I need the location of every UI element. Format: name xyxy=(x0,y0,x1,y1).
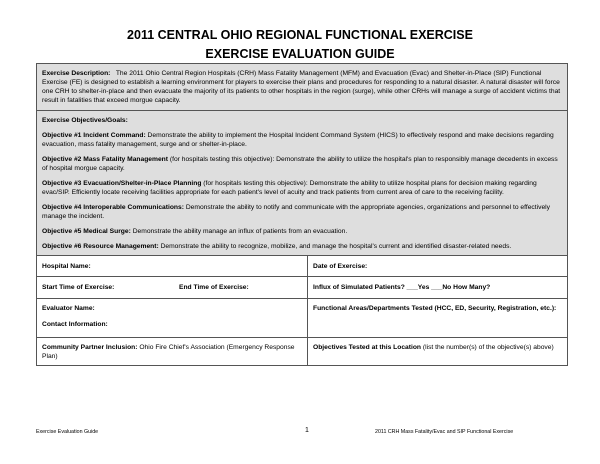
community-partner-text: Ohio Fire Chief's Association (Emergency Response Plan) xyxy=(42,344,295,360)
footer-right: 2011 CRH Mass Fatality/Evac and SIP Functional Exercise xyxy=(375,429,514,435)
objectives-list xyxy=(42,131,562,251)
objective-label: Objective #4 Interoperable Communications: xyxy=(42,204,184,211)
footer-left: Exercise Evaluation Guide xyxy=(36,429,99,435)
objective-label: Objective #3 Evacuation/Shelter-in-Place Planning xyxy=(42,180,202,187)
evaluator-name-label: Evaluator Name: xyxy=(42,305,95,312)
objective-label: Objective #1 Incident Command: xyxy=(42,132,146,139)
functional-areas-field[interactable] xyxy=(308,299,567,337)
objective-text: Demonstrate the ability to recognize, mobilize, and manage the hospital's current and identified disaster-related needs. xyxy=(160,243,512,250)
objective-text: Demonstrate the ability to notify and communicate with the appropriate agencies, organizations and personnel to effectively manage the incident. xyxy=(42,204,551,220)
document-subtitle: EXERCISE EVALUATION GUIDE xyxy=(205,47,395,61)
objectives-tested-label: Objectives Tested at this Location xyxy=(313,344,422,351)
objective-item xyxy=(42,155,562,173)
objectives-section xyxy=(37,110,567,255)
objectives-heading: Exercise Objectives/Goals: xyxy=(42,117,128,124)
objectives-tested-field[interactable] xyxy=(308,338,567,365)
hospital-name-label: Hospital Name: xyxy=(42,263,91,270)
document-title: 2011 CENTRAL OHIO REGIONAL FUNCTIONAL EXERCISE xyxy=(127,28,473,42)
objective-label: Objective #5 Medical Surge: xyxy=(42,228,131,235)
page-number: 1 xyxy=(305,427,309,434)
end-time-label: End Time of Exercise: xyxy=(179,284,249,291)
objective-item xyxy=(42,131,562,149)
objective-qualifier: (for hospitals testing this objective): xyxy=(169,156,275,163)
exercise-times-field[interactable] xyxy=(37,277,308,298)
form-row-times xyxy=(37,276,567,298)
date-of-exercise-label: Date of Exercise: xyxy=(313,263,368,270)
influx-field[interactable] xyxy=(308,277,567,298)
objective-item xyxy=(42,203,562,221)
community-partner-label: Community Partner Inclusion: xyxy=(42,344,138,351)
functional-areas-label: Functional Areas/Departments Tested (HCC, ED, Security, Registration, etc.): xyxy=(313,305,557,312)
evaluation-form xyxy=(36,63,568,366)
objective-text: Demonstrate the ability manage an influx of patients from an evacuation. xyxy=(132,228,348,235)
evaluator-field[interactable] xyxy=(37,299,308,337)
description-label: Exercise Description: xyxy=(42,70,111,77)
date-of-exercise-field[interactable] xyxy=(308,256,567,276)
objective-label: Objective #2 Mass Fatality Management xyxy=(42,156,168,163)
form-row-partners xyxy=(37,337,567,365)
objective-text: Demonstrate the ability to implement the Hospital Incident Command System (HICS) to effectively respond and make decisions regarding evacuation, mass fatality management, surge and or shelter-in-place. xyxy=(42,132,554,148)
objectives-tested-text: (list the number(s) of the objective(s) above) xyxy=(422,344,554,351)
objective-label: Objective #6 Resource Management: xyxy=(42,243,159,250)
objective-text: Demonstrate the ability to utilize hospital plans for decision making regarding evac/SIP. Efficiently locate receiving facilities appropriate for each patient's level of acuity and track patients from current area of care to the receiving facility. xyxy=(42,180,537,196)
objective-item xyxy=(42,227,562,236)
objective-item xyxy=(42,242,562,251)
community-partner-field[interactable] xyxy=(37,338,308,365)
exercise-description-section xyxy=(37,64,567,110)
objective-text: Demonstrate the ability to utilize the hospital's plan to responsibly manage decedents in excess of hospital morgue capacity. xyxy=(42,156,558,172)
start-time-label: Start Time of Exercise: xyxy=(42,284,115,291)
hospital-name-field[interactable] xyxy=(37,256,308,276)
objective-item xyxy=(42,179,562,197)
form-row-hospital xyxy=(37,255,567,276)
influx-label: Influx of Simulated Patients? ___Yes ___No How Many? xyxy=(313,284,491,291)
form-row-evaluator xyxy=(37,298,567,337)
description-text: The 2011 Ohio Central Region Hospitals (CRH) Mass Fatality Management (MFM) and Evacuation (Evac) and Shelter-in-Place (SIP) Functional Exercise (FE) is designed to establish a learning environment for players to exercise their plans and procedures for responding to a natural disaster. A natural disaster will force one CRH to shelter-in-place and then evacuate the majority of its patients to other hospitals in the region (surge), while other CRHs will manage a surge of accident victims that result in fatalities that exceed morgue capacity. xyxy=(42,70,561,104)
objective-qualifier: (for hospitals testing this objective): xyxy=(203,180,308,187)
contact-info-label: Contact Information: xyxy=(42,321,108,328)
